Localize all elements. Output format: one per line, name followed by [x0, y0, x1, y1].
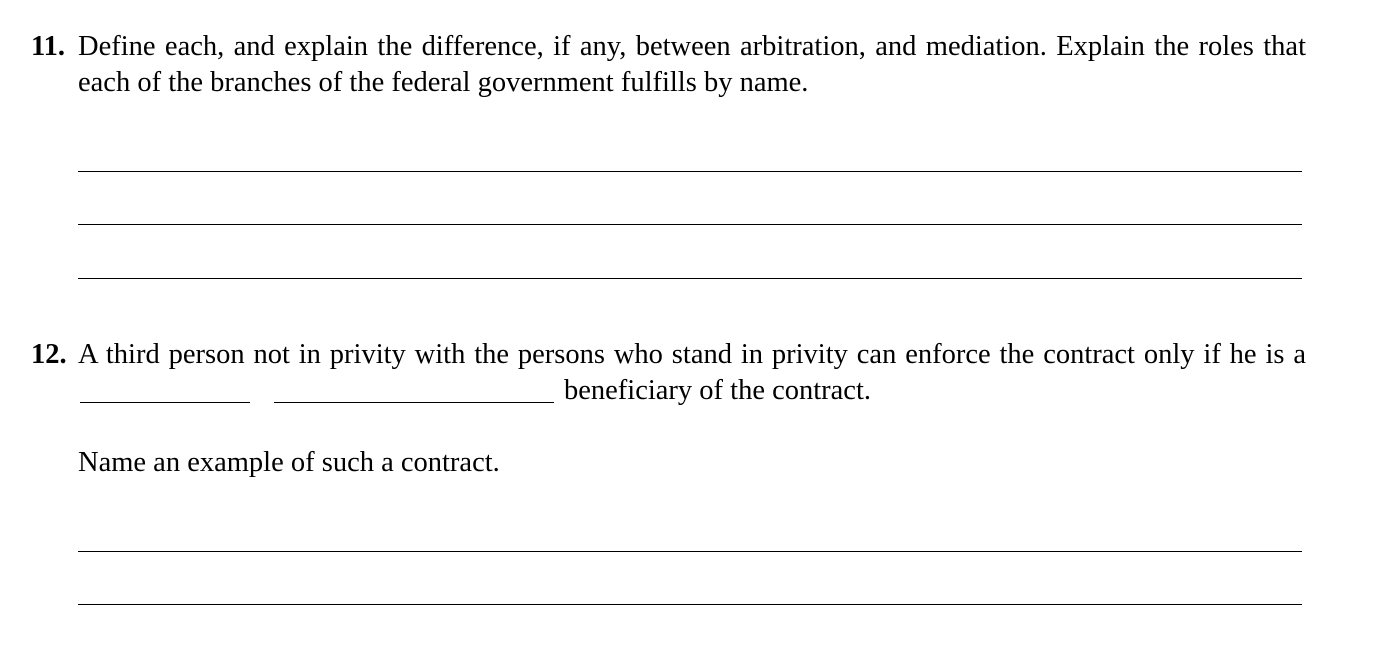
fill-in-blank-2[interactable] [274, 401, 554, 403]
answer-line-q11-1[interactable] [78, 171, 1302, 172]
answer-line-q12-2[interactable] [78, 604, 1302, 605]
followup-prompt: Name an example of such a contract. [78, 447, 500, 478]
question-text: Define each, and explain the difference, if any, between arbitration, and mediation. Explain the roles that each of the branches of the federal government fulfills by name. [78, 31, 1306, 98]
question-12 [31, 337, 1306, 409]
question-11 [31, 29, 1306, 101]
question-number: 12. [31, 339, 67, 370]
answer-line-q12-1[interactable] [78, 551, 1302, 552]
question-number: 11. [31, 31, 66, 62]
question-text [78, 337, 1306, 409]
question-text-after-blanks: beneficiary of the contract. [564, 375, 872, 406]
question-text-before-blanks: A third person not in privity with the persons who stand in privity can enforce the contract only if he is a [78, 339, 1306, 370]
answer-line-q11-3[interactable] [78, 278, 1302, 279]
answer-line-q11-2[interactable] [78, 224, 1302, 225]
fill-in-blank-1[interactable] [80, 401, 250, 403]
